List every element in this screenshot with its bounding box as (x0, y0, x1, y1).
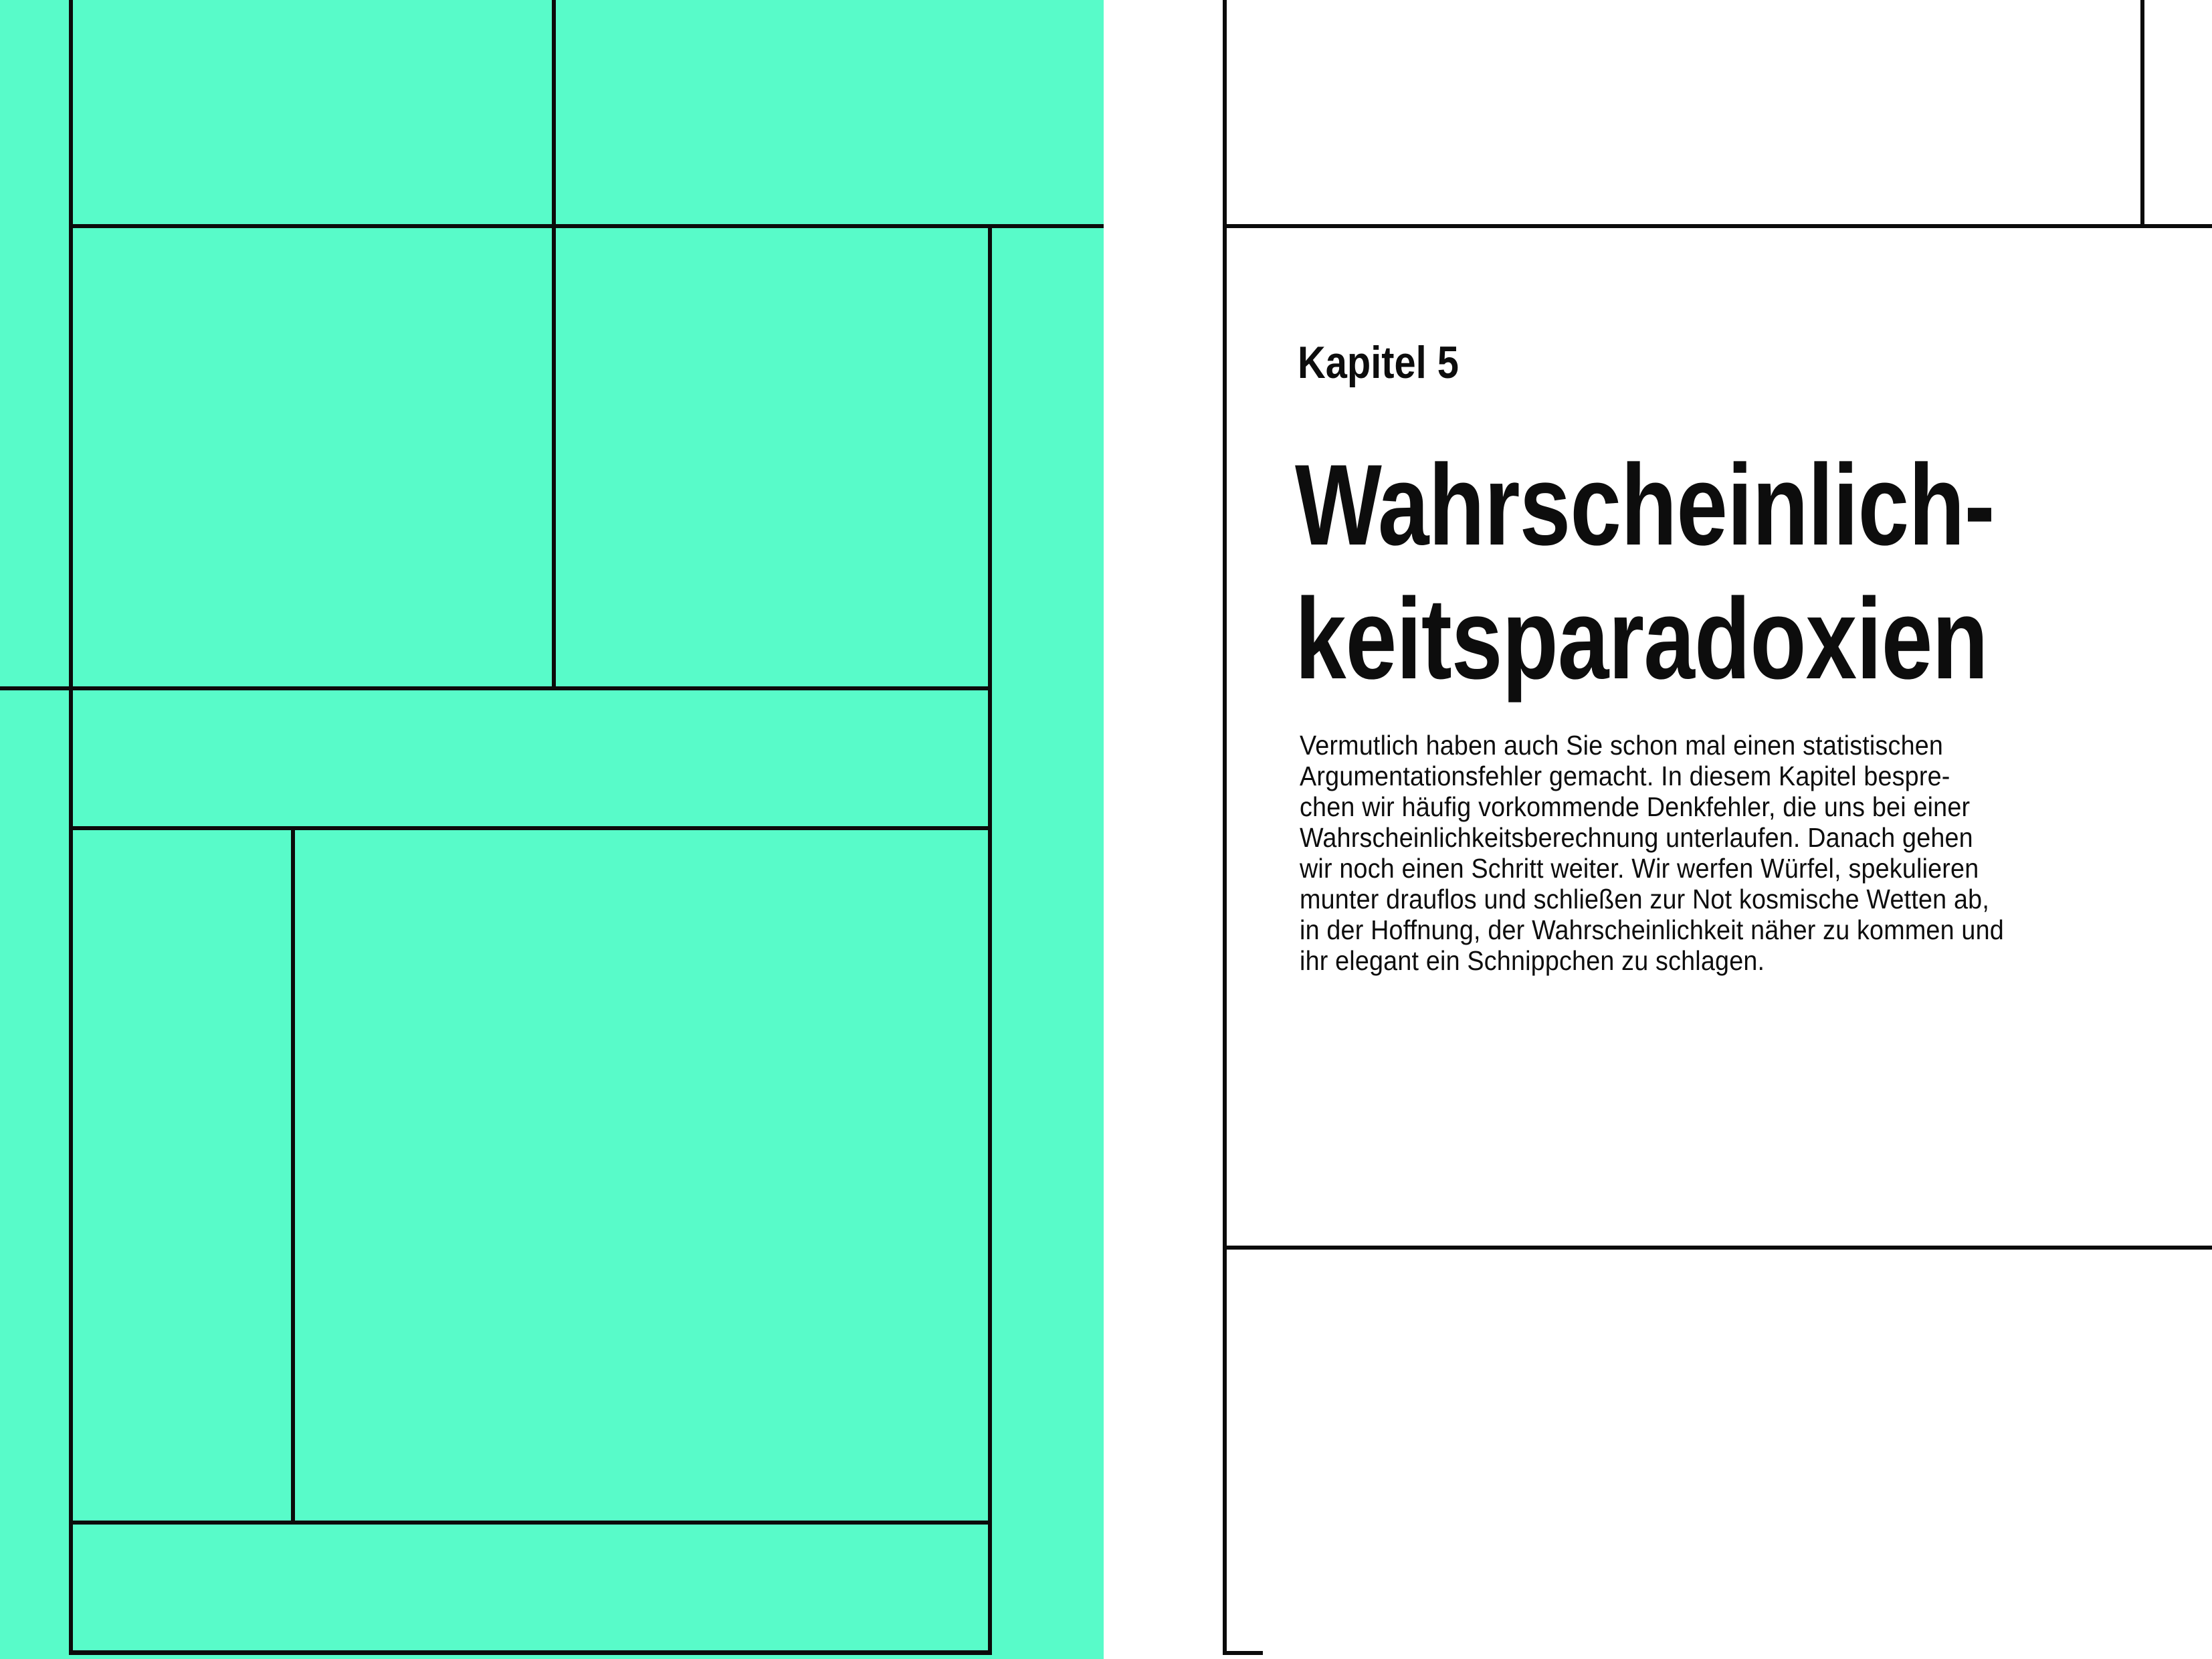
left-page-artwork (0, 0, 1104, 1659)
chapter-kicker: Kapitel 5 (1298, 337, 1459, 388)
intro-line: Argumentationsfehler gemacht. In diesem Kapitel bespre- (1300, 761, 1950, 791)
chapter-intro-paragraph (1300, 730, 2004, 976)
intro-line: Wahrscheinlichkeitsberechnung unterlaufen. Danach gehen (1300, 822, 1973, 853)
artwork-hline-lower (69, 1521, 992, 1525)
intro-line: ihr elegant ein Schnippchen zu schlagen. (1300, 945, 1765, 976)
page-border-foot (1223, 1651, 1263, 1655)
page-vline-top-right (2140, 0, 2144, 228)
artwork-hline-bottom (69, 1650, 992, 1655)
artwork-hline-band-bottom (69, 826, 992, 830)
artwork-hline-band-top (0, 686, 992, 690)
chapter-title-line-2: keitsparadoxien (1295, 575, 1988, 703)
intro-line: in der Hoffnung, der Wahrscheinlichkeit näher zu kommen und (1300, 914, 2004, 945)
chapter-title (1295, 438, 1995, 706)
intro-line: chen wir häufig vorkommende Denkfehler, die uns bei einer (1300, 791, 1971, 822)
artwork-vline-right (988, 224, 992, 1655)
artwork-vline-upper-middle (552, 0, 556, 690)
artwork-hline-top (69, 224, 1104, 228)
page-hline-top (1223, 224, 2212, 228)
intro-line: munter drauflos und schließen zur Not kosmische Wetten ab, (1300, 884, 1990, 914)
intro-line: Vermutlich haben auch Sie schon mal einen statistischen (1300, 730, 1944, 761)
artwork-vline-lower-left (291, 826, 295, 1525)
intro-line: wir noch einen Schritt weiter. Wir werfen Würfel, spekulieren (1300, 853, 1979, 884)
chapter-title-line-1: Wahrscheinlich- (1295, 441, 1995, 569)
page-border-vline (1223, 0, 1227, 1655)
page-hline-lower (1223, 1246, 2212, 1250)
